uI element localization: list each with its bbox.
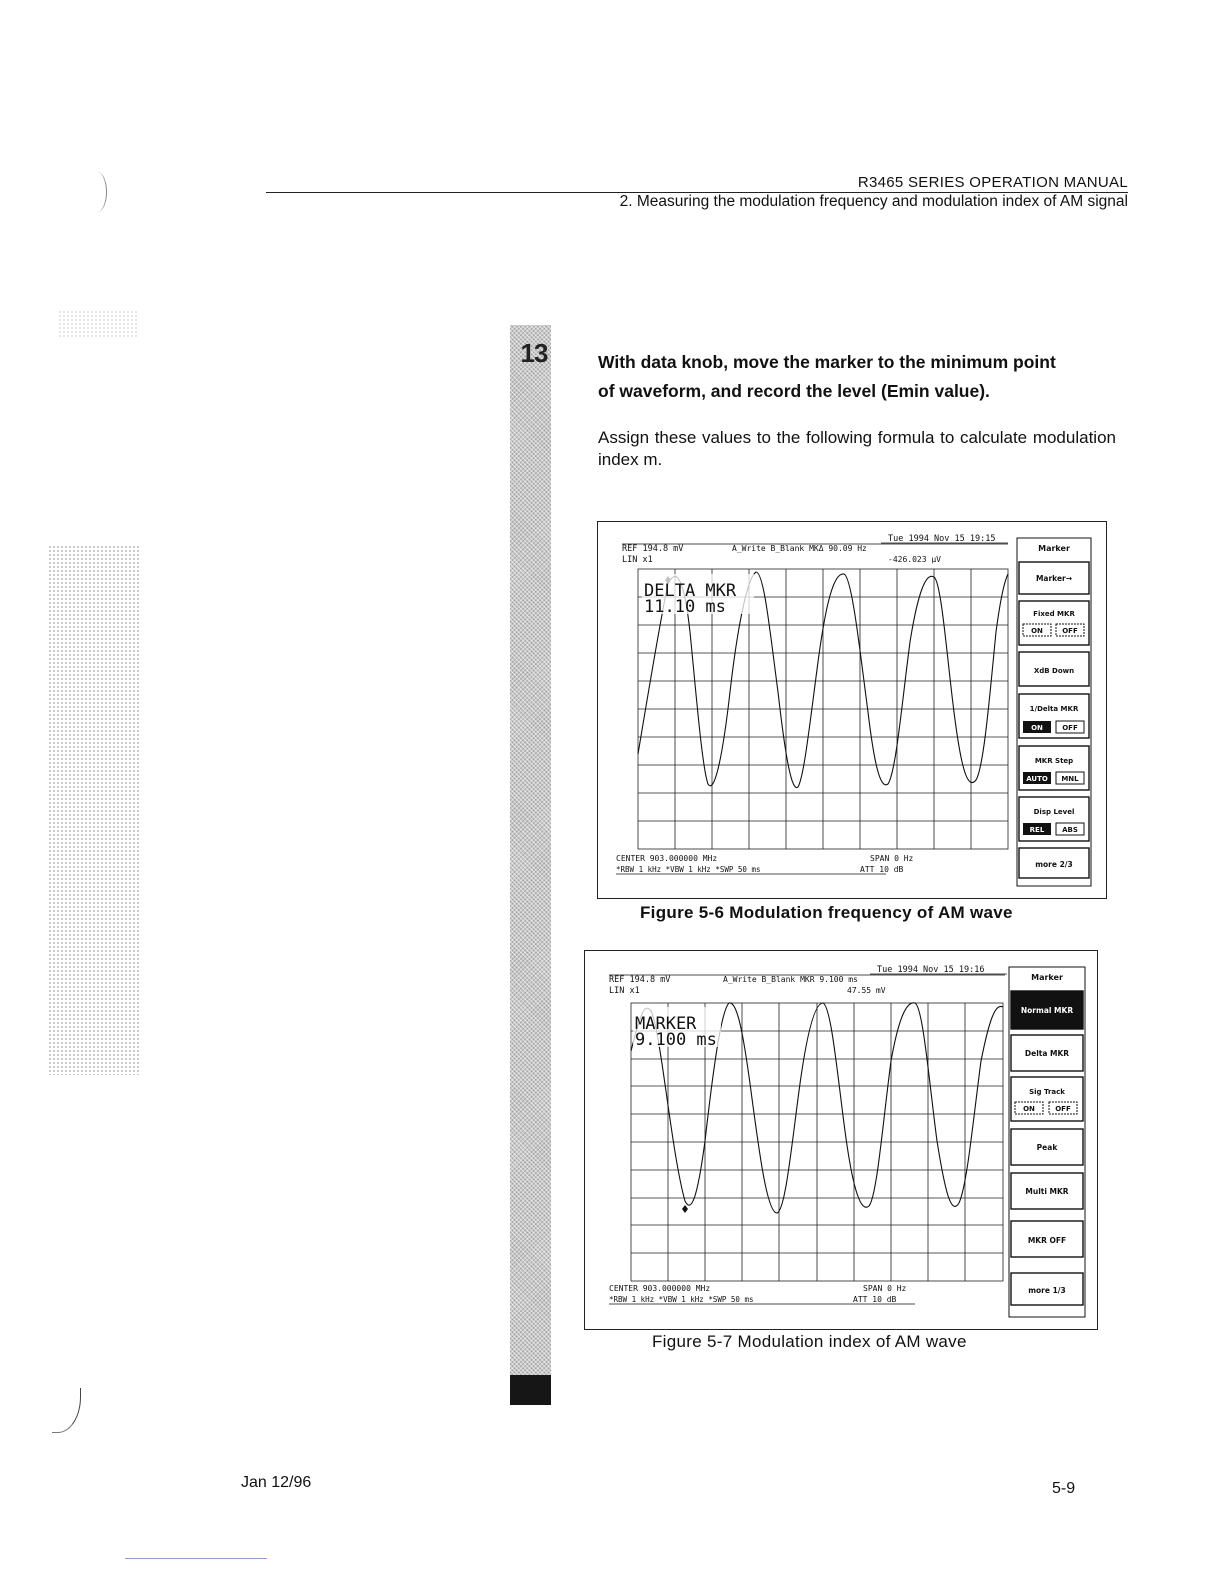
scan-artifact-speckle <box>58 310 138 338</box>
svg-text:Sig Track: Sig Track <box>1029 1088 1065 1096</box>
svg-text:Delta MKR: Delta MKR <box>1024 1049 1070 1058</box>
bottom-rule <box>125 1558 267 1559</box>
fig2-marker-value: 47.55 mV <box>847 986 886 995</box>
step-sidebar <box>510 325 551 1375</box>
fig2-span: SPAN 0 Hz <box>863 1284 907 1293</box>
fig2-ref: REF 194.8 mV <box>609 975 671 985</box>
svg-text:Disp Level: Disp Level <box>1033 808 1075 816</box>
sidebar-end-block <box>510 1375 551 1405</box>
svg-text:more 2/3: more 2/3 <box>1035 860 1073 869</box>
fig1-scale: LIN x1 <box>622 555 653 565</box>
step-number: 13 <box>520 338 548 368</box>
fig2-marker-a <box>682 1205 688 1213</box>
fig1-marker-value: -426.023 μV <box>888 555 941 564</box>
fig2-bottom-line: *RBW 1 kHz *VBW 1 kHz *SWP 50 ms <box>609 1295 754 1304</box>
figure-5-6-caption: Figure 5-6 Modulation frequency of AM wave <box>640 903 1013 922</box>
svg-text:REL: REL <box>1029 826 1045 834</box>
fig1-center: CENTER 903.000000 MHz <box>616 854 718 863</box>
page-number: 5-9 <box>1052 1480 1076 1497</box>
svg-text:1/Delta MKR: 1/Delta MKR <box>1029 705 1079 713</box>
fig2-readout-value: 9.100 ms <box>635 1030 717 1050</box>
svg-text:ON: ON <box>1031 724 1043 732</box>
fig1-softkey-title: Marker <box>1038 544 1070 553</box>
svg-text:OFF: OFF <box>1062 627 1078 635</box>
fig1-bottom-line: *RBW 1 kHz *VBW 1 kHz *SWP 50 ms <box>616 865 761 874</box>
step-body: Assign these values to the following formula to calculate modulation index m. <box>598 428 1116 469</box>
figure-5-7-screen <box>584 950 1098 1330</box>
figure-5-6-screen <box>597 521 1107 899</box>
svg-text:OFF: OFF <box>1055 1105 1071 1113</box>
instruction-line-1: With data knob, move the marker to the minimum point <box>598 352 1056 372</box>
fig2-softkey-title: Marker <box>1031 973 1063 982</box>
fig1-readout-label: DELTA MKR <box>644 581 737 601</box>
fig1-softkey-more[interactable] <box>1019 848 1089 878</box>
svg-text:AUTO: AUTO <box>1026 775 1048 783</box>
footer-date: Jan 12/96 <box>241 1474 312 1491</box>
svg-text:OFF: OFF <box>1062 724 1078 732</box>
svg-text:more 1/3: more 1/3 <box>1028 1286 1066 1295</box>
fig1-softkey-marker-to[interactable] <box>1019 562 1089 594</box>
scan-artifact-curve <box>52 1388 81 1433</box>
fig2-softkeys <box>1009 967 1085 1317</box>
svg-text:Fixed MKR: Fixed MKR <box>1033 610 1075 618</box>
fig1-att: ATT 10 dB <box>860 865 904 874</box>
scan-artifact-speckle <box>48 545 140 1075</box>
fig2-date: Tue 1994 Nov 15 19:16 <box>877 965 985 975</box>
svg-text:ON: ON <box>1023 1105 1035 1113</box>
manual-title: R3465 SERIES OPERATION MANUAL <box>857 174 1128 191</box>
fig2-softkey-more[interactable] <box>1011 1273 1083 1305</box>
fig1-span: SPAN 0 Hz <box>870 854 914 863</box>
fig1-ref: REF 194.8 mV <box>622 544 684 554</box>
svg-text:XdB Down: XdB Down <box>1033 667 1075 675</box>
fig2-att: ATT 10 dB <box>853 1295 897 1304</box>
fig1-softkey-fixed-mkr[interactable] <box>1019 601 1089 645</box>
fig1-softkey-mkr-step[interactable] <box>1019 746 1089 790</box>
svg-text:ABS: ABS <box>1062 826 1078 834</box>
fig1-date: Tue 1994 Nov 15 19:15 <box>888 534 996 544</box>
fig2-softkey-normal-mkr[interactable] <box>1011 991 1083 1029</box>
fig1-softkey-xdb-down[interactable] <box>1019 652 1089 686</box>
svg-text:MKR Step: MKR Step <box>1034 757 1074 765</box>
section-title: 2. Measuring the modulation frequency and modulation index of AM signal <box>619 193 1128 210</box>
fig2-softkey-mkr-off[interactable] <box>1011 1221 1083 1257</box>
fig2-softkey-delta-mkr[interactable] <box>1011 1035 1083 1071</box>
fig2-softkey-multi-mkr[interactable] <box>1011 1173 1083 1209</box>
fig1-readout-value: 11.10 ms <box>644 597 726 617</box>
svg-text:Marker→: Marker→ <box>1035 574 1073 583</box>
fig2-scale: LIN x1 <box>609 986 640 996</box>
svg-text:Peak: Peak <box>1036 1143 1058 1152</box>
svg-text:ON: ON <box>1031 627 1043 635</box>
fig1-softkey-disp-level[interactable] <box>1019 797 1089 841</box>
step-instruction <box>598 348 1118 406</box>
instruction-line-2: of waveform, and record the level (Emin value). <box>598 381 990 401</box>
fig2-center: CENTER 903.000000 MHz <box>609 1284 711 1293</box>
fig2-softkey-sig-track[interactable] <box>1011 1077 1083 1121</box>
scan-artifact-curve <box>88 172 107 212</box>
fig2-softkey-peak[interactable] <box>1011 1129 1083 1165</box>
fig2-readout-label: MARKER <box>635 1014 697 1034</box>
svg-text:MNL: MNL <box>1061 775 1079 783</box>
figure-5-7-caption: Figure 5-7 Modulation index of AM wave <box>652 1332 967 1351</box>
svg-text:Normal MKR: Normal MKR <box>1020 1006 1074 1015</box>
fig1-trace: A_Write B_Blank MKΔ 90.09 Hz <box>732 544 867 553</box>
svg-text:MKR OFF: MKR OFF <box>1027 1236 1067 1245</box>
fig1-softkey-delta-mkr[interactable] <box>1019 694 1089 738</box>
fig1-softkeys <box>1017 538 1091 886</box>
svg-text:Multi MKR: Multi MKR <box>1025 1187 1069 1196</box>
fig2-trace: A_Write B_Blank MKR 9.100 ms <box>723 975 858 984</box>
